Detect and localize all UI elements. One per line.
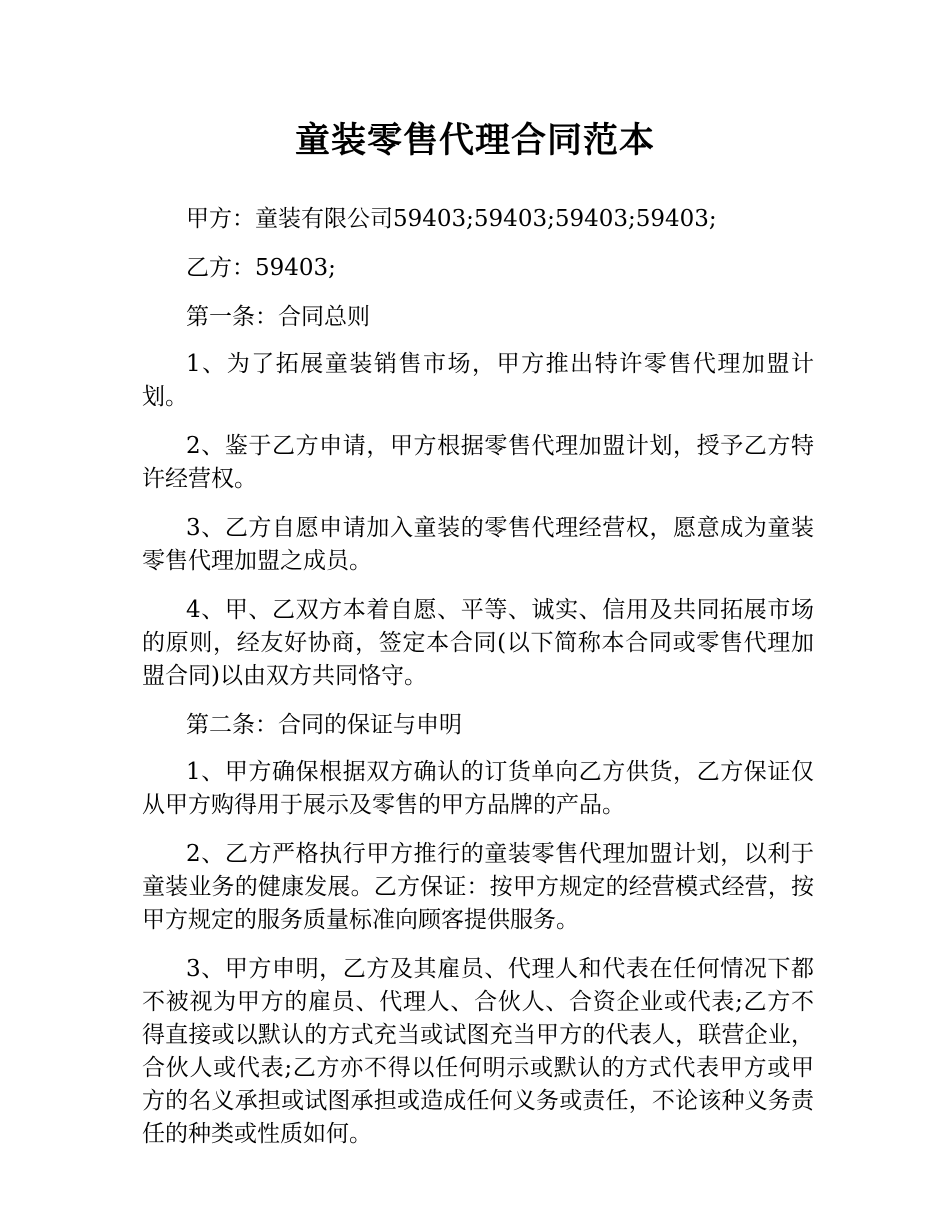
article-2-clause-1: 1、甲方确保根据双方确认的订货单向乙方供货，乙方保证仅从甲方购得用于展示及零售的甲方品牌的产品。 <box>142 759 814 818</box>
party-b-line: 乙方：59403; <box>186 255 336 281</box>
article-1-heading: 第一条：合同总则 <box>186 304 370 330</box>
article-1-clause-1: 1、为了拓展童装销售市场，甲方推出特许零售代理加盟计划。 <box>142 351 814 410</box>
article-1-clause-3: 3、乙方自愿申请加入童装的零售代理经营权，愿意成为童装零售代理加盟之成员。 <box>142 515 814 574</box>
article-2-heading: 第二条：合同的保证与申明 <box>186 712 462 738</box>
article-2-clause-3: 3、甲方申明，乙方及其雇员、代理人和代表在任何情况下都不被视为甲方的雇员、代理人、合伙人、合资企业或代表;乙方不得直接或以默认的方式充当或试图充当甲方的代表人，联营企业，合伙人或代表;乙方亦不得以任何明示或默认的方式代表甲方或甲方的名义承担或试图承担或造成任何义务或责任，不论该种义务责任的种类或性质如何。 <box>142 956 814 1147</box>
article-1-clause-4: 4、甲、乙双方本着自愿、平等、诚实、信用及共同拓展市场的原则，经友好协商，签定本合同(以下简称本合同或零售代理加盟合同)以由双方共同恪守。 <box>142 597 814 689</box>
article-2-clause-2: 2、乙方严格执行甲方推行的童装零售代理加盟计划，以利于童装业务的健康发展。乙方保证：按甲方规定的经营模式经营，按甲方规定的服务质量标准向顾客提供服务。 <box>142 841 814 933</box>
article-1-clause-2: 2、鉴于乙方申请，甲方根据零售代理加盟计划，授予乙方特许经营权。 <box>142 433 814 492</box>
document-body <box>142 203 814 1167</box>
document-title: 童装零售代理合同范本 <box>294 121 655 161</box>
party-a-line: 甲方：童装有限公司59403;59403;59403;59403; <box>186 206 717 232</box>
